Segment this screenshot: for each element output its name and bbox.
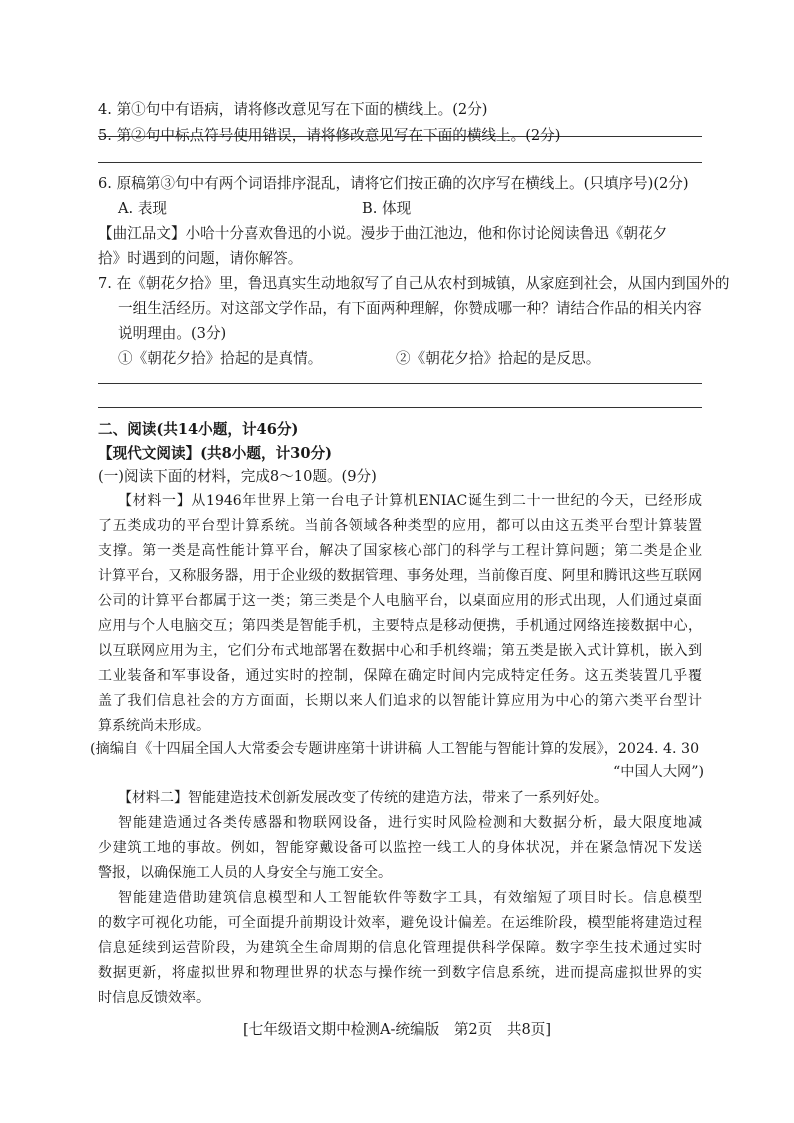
question-6: 6. 原稿第③句中有两个词语排序混乱，请将它们按正确的次序写在横线上。(只填序号)(2分)	[98, 175, 689, 192]
material-1-line: 盖了我们信息社会的方方面面，长期以来人们追求的以智能计算应用为中心的第六类平台型计	[98, 693, 702, 709]
question-7-line-2: 一组生活经历。对这部文学作品，有下面两种理解，你赞成哪一种？请结合作品的相关内容	[118, 300, 702, 317]
material-2-line: 智能建造借助建筑信息模型和人工智能软件等数字工具，有效缩短了项目时长。信息模型	[118, 890, 702, 906]
material-1-line: 了五类成功的平台型计算系统。当前各领域各种类型的应用，都可以由这五类平台型计算装置	[98, 518, 702, 534]
reading-section-title: 二、阅读(共14小题，计46分)	[98, 421, 299, 438]
question-7-line-1: 7. 在《朝花夕拾》里，鲁迅真实生动地叙写了自己从农村到城镇，从家庭到社会，从国内到国外的	[98, 275, 730, 292]
material-1-line: 公司的计算平台都属于这一类；第三类是个人电脑平台，以桌面应用的形式出现，人们通过桌面	[98, 593, 702, 609]
material-2-line: 智能建造通过各类传感器和物联网设备，进行实时风险检测和大数据分析，最大限度地减	[118, 815, 702, 831]
page-footer: [七年级语文期中检测A-统编版 第2页 共8页]	[242, 1021, 552, 1038]
material-2-line: 信息延续到运营阶段，为建筑全生命周期的信息化管理提供科学保障。数字孪生技术通过实时	[98, 940, 702, 956]
question-5: 5. 第②句中标点符号使用错误，请将修改意见写在下面的横线上。(2分)	[98, 127, 561, 144]
answer-line-q7-2[interactable]	[98, 407, 702, 408]
answer-line-q5[interactable]	[98, 162, 702, 163]
material-1-line: 以互联网应用为主，它们分布式地部署在数据中心和手机终端；第五类是嵌入式计算机，嵌入到	[98, 643, 702, 659]
material-2-line: 时信息反馈效率。	[98, 990, 210, 1006]
material-1-line: 应用与个人电脑交互；第四类是智能手机，主要特点是移动便携，手机通过网络连接数据中心，	[98, 618, 702, 634]
q6-option-a: A. 表现	[118, 200, 168, 217]
material-1-line: 支撑。第一类是高性能计算平台，解决了国家核心部门的科学与工程计算问题；第二类是企业	[98, 543, 702, 559]
qujiang-intro-line-1: 【曲江品文】小哈十分喜欢鲁迅的小说。漫步于曲江池边，他和你讨论阅读鲁迅《朝花夕	[98, 225, 668, 242]
material-1-line: 【材料一】从1946年世界上第一台电子计算机ENIAC诞生到二十一世纪的今天，已经形成	[118, 493, 702, 509]
modern-reading-title: 【现代文阅读】(共8小题，计30分)	[98, 445, 332, 462]
question-4: 4. 第①句中有语病，请将修改意见写在下面的横线上。(2分)	[98, 101, 488, 118]
group-1-title: (一)阅读下面的材料，完成8～10题。(9分)	[98, 468, 377, 485]
qujiang-intro-line-2: 拾》时遇到的问题，请你解答。	[98, 250, 303, 267]
material-1-line: 计算平台，又称服务器，用于企业级的数据管理、事务处理，当前像百度、阿里和腾讯这些互联网	[98, 568, 702, 584]
material-1-source-site: “中国人大网”)	[613, 764, 704, 780]
q7-view-2: ②《朝花夕拾》拾起的是反思。	[396, 350, 601, 367]
material-1-line: 算系统尚未形成。	[98, 718, 210, 734]
material-1-source: (摘编自《十四届全国人大常委会专题讲座第十讲讲稿 人工智能与智能计算的发展》，2024. 4. 30	[90, 741, 700, 757]
question-7-line-3: 说明理由。(3分)	[118, 325, 227, 342]
q6-option-b: B. 体现	[362, 200, 412, 217]
material-2-line: 数据更新，将虚拟世界和物理世界的状态与操作统一到数字信息系统，进而提高虚拟世界的实	[98, 965, 702, 981]
material-2-line: 少建筑工地的事故。例如，智能穿戴设备可以监控一线工人的身体状况，并在紧急情况下发送	[98, 840, 702, 856]
material-2-line: 【材料二】智能建造技术创新发展改变了传统的建造方法，带来了一系列好处。	[118, 790, 608, 806]
material-2-line: 的数字可视化功能，可全面提升前期设计效率，避免设计偏差。在运维阶段，模型能将建造过程	[98, 915, 702, 931]
q7-view-1: ①《朝花夕拾》拾起的是真情。	[118, 350, 323, 367]
material-1-line: 工业装备和军事设备，通过实时的控制，保障在确定时间内完成特定任务。这五类装置几乎覆	[98, 668, 702, 684]
material-2-line: 警报，以确保施工人员的人身安全与施工安全。	[98, 865, 392, 881]
answer-line-q7-1[interactable]	[98, 383, 702, 384]
